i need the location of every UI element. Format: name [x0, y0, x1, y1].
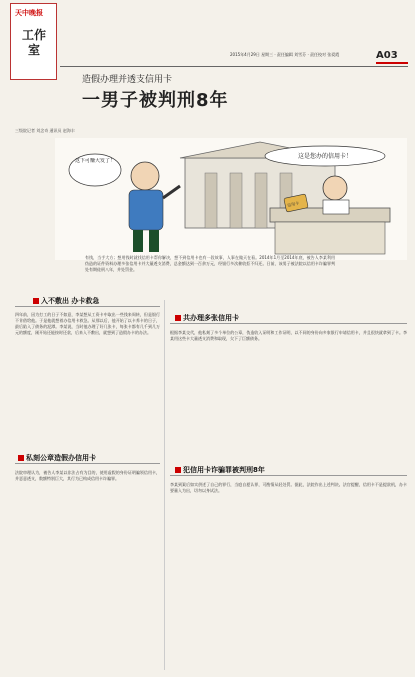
bubble-side-text: 这下可赚大发了！: [75, 158, 115, 164]
section-rule: [170, 323, 407, 324]
bubble-top-text: 这是您办的信用卡！: [297, 153, 353, 160]
subheadline: 造假办理并透支信用卡: [82, 75, 173, 85]
section-rule: [170, 475, 407, 476]
body-paragraph-1: 四年前，因为打工的日子不如意，李某想从工资卡中取出一些钱来周转，但是银行不肯借给他。于是他就想着办信用卡救急。从那以后，他开始了以卡养卡的日子，最后陷入了债务的泥潭。李某说，当时他办理了好几张卡，每张卡都有几千到几万元的额度，刚开始还能按时还款，后来入不敷出，就想到了造假办卡的办法。: [15, 312, 160, 335]
speech-bubble-top: [265, 146, 385, 166]
masthead: [10, 3, 57, 80]
section-heading-3-text: 私刻公章造假办信用卡: [26, 454, 96, 462]
section-rule: [15, 463, 160, 464]
headline: 一男子被判刑8年: [82, 90, 229, 111]
byline: 三级院记者 刘念奇 通讯员 赵海丰: [15, 128, 75, 133]
page-number: A03: [376, 50, 398, 61]
section-name: 工作室: [21, 28, 46, 57]
page-number-bar: [376, 62, 408, 64]
section-heading-4: [175, 465, 265, 475]
section-rule: [15, 306, 160, 307]
column-divider: [164, 300, 165, 670]
card-label: 信用卡: [286, 200, 300, 208]
clerk-figure-icon: [323, 176, 349, 214]
section-marker-icon: [18, 455, 24, 461]
body-paragraph-2: 根据李某交代，他私刻了多个单位的公章，伪造收入证明和工作证明，以不同的身份向多家银行申请信用卡，并且很快就拿到了卡。李某用这些卡大量透支消费和取现，欠下了巨额债务。: [170, 330, 407, 341]
section-heading-2-text: 共办理多张信用卡: [183, 314, 239, 322]
header-rule: [60, 66, 408, 67]
dateline: 2015年4月29日 星期三 · 责任编辑 刘雪芬 · 责任校对 张爱霞: [230, 52, 340, 57]
section-heading-1-text: 入不敷出 办卡救急: [41, 297, 100, 305]
brand-name: 天中晚报: [15, 9, 43, 17]
cartoon-illustration: [55, 138, 407, 260]
section-marker-icon: [33, 298, 39, 304]
section-heading-3: [18, 453, 96, 463]
section-heading-1: [33, 296, 99, 306]
body-paragraph-3: 法院审理认为，被告人李某以非法占有为目的，使用虚假的身份证明骗领信用卡，并恶意透支，数额特别巨大，其行为已构成信用卡诈骗罪。: [15, 470, 160, 481]
counter-icon: [270, 208, 390, 254]
section-marker-icon: [175, 315, 181, 321]
speech-bubble-side: [69, 154, 121, 186]
section-heading-2: [175, 313, 239, 323]
intro-text: 有钱，当手大方；想用钱时就找信用卡帮你解决，想不到信用卡也有一段故事，人事在做天在看。2014年1月至2014年底，被告人李某利用伪造的证件资料办理多张信用卡并大量透支消费，总金额达到一百余万元，经银行多次催收拒不归还。日前，该男子被法院以信用卡诈骗罪判处有期徒刑八年，并处罚金。: [85, 255, 335, 272]
section-marker-icon: [175, 467, 181, 473]
body-paragraph-4: 李某到案后如实供述了自己的罪行，当庭自愿认罪，可酌情从轻处罚。据此，法院作出上述判决。法官提醒，信用卡不是提款机，办卡要量入为出，切勿以身试法。: [170, 482, 407, 493]
section-heading-4-text: 犯信用卡诈骗罪被判刑8年: [183, 466, 265, 474]
